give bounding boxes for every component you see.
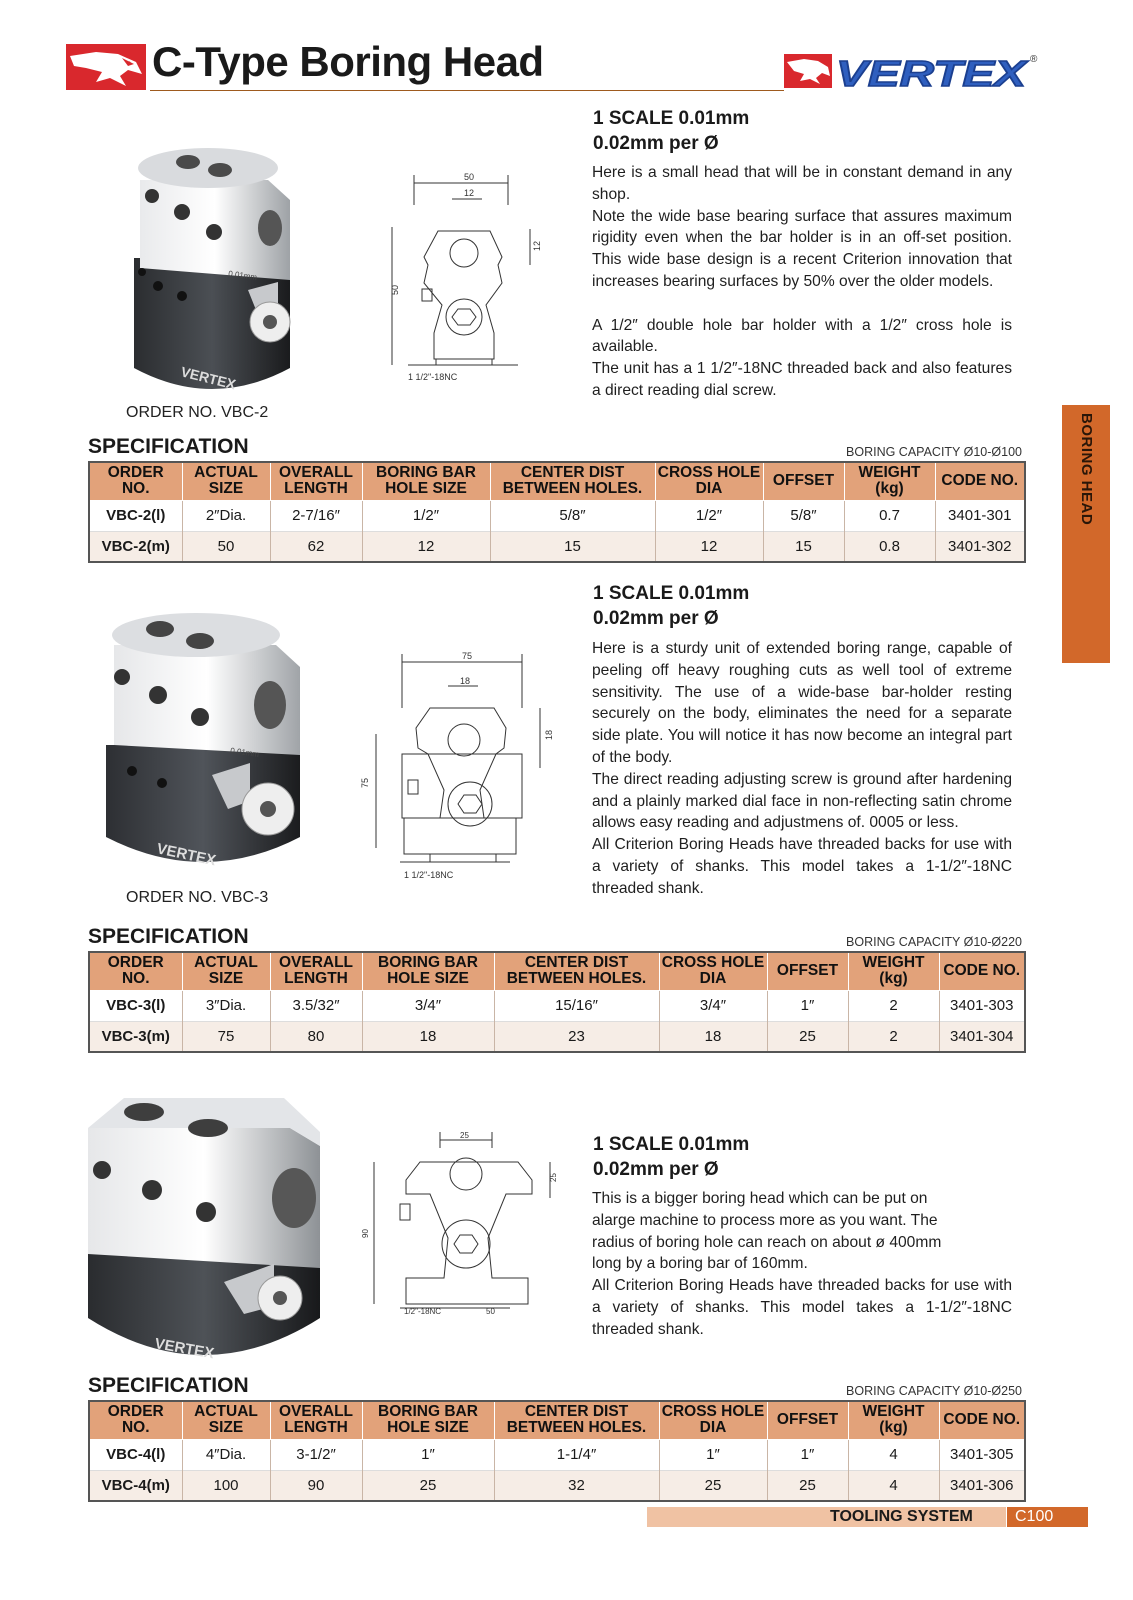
col-header: CENTER DIST BETWEEN HOLES. [494,1401,659,1439]
engraved-brand: VERTEX [179,363,238,393]
desc-paragraph: All Criterion Boring Heads have threaded backs for use with a variety of shanks. This model takes a 1-1/2″-18NC threaded shank. [592,836,1012,897]
order-number-label: ORDER NO. VBC-2 [126,404,269,421]
dim-height: 50 [390,284,400,295]
table-cell: 18 [362,1021,494,1052]
table-cell: 18 [659,1021,767,1052]
dim-hole: 25 [460,1131,469,1140]
scale-spec-line-1: 1 SCALE 0.01mm [593,108,750,129]
table-cell: 75 [182,1021,270,1052]
table-row [89,990,1025,1021]
table-cell: VBC-3(l) [89,990,182,1021]
dim-side: 12 [532,240,542,251]
desc-paragraph: All Criterion Boring Heads have threaded backs for use with a variety of shanks. This model takes a 1-1/2″-18NC threaded shank. [592,1277,1012,1338]
table-cell: 12 [655,531,763,562]
dial-engraving: 0.01mm [229,746,260,760]
col-header: ACTUAL SIZE [182,462,270,500]
dim-thread: 1 1/2"-18NC [408,372,458,382]
table-cell: 3401-306 [939,1470,1025,1501]
col-header: CROSS HOLE DIA [655,462,763,500]
col-header: BORING BAR HOLE SIZE [362,462,490,500]
table-cell: 80 [270,1021,362,1052]
table-cell: 15 [490,531,655,562]
table-cell: 62 [270,531,362,562]
table-cell: 12 [362,531,490,562]
scale-spec-line-1: 1 SCALE 0.01mm [593,583,750,604]
table-cell: 50 [182,531,270,562]
table-cell: 4″Dia. [182,1439,270,1470]
dim-thread: 1 1/2"-18NC [404,870,454,880]
spec-table-vbc4 [88,1400,1026,1502]
brand-name: VERTEX [836,53,1029,94]
engraved-brand: VERTEX [153,1335,216,1363]
col-header: WEIGHT (kg) [848,952,939,990]
table-cell: 3401-305 [939,1439,1025,1470]
col-header: CODE NO. [939,1401,1025,1439]
table-cell: 25 [767,1470,848,1501]
col-header: CENTER DIST BETWEEN HOLES. [490,462,655,500]
page-title: C-Type Boring Head [152,38,544,85]
col-header: CROSS HOLE DIA [659,952,767,990]
dim-hole: 18 [460,676,471,686]
desc-paragraph: Here is a small head that will be in constant demand in any shop. [592,164,1012,203]
col-header: BORING BAR HOLE SIZE [362,952,494,990]
table-cell: 3.5/32″ [270,990,362,1021]
table-cell: 3-1/2″ [270,1439,362,1470]
product-photo-vbc3 [100,605,308,873]
scale-spec-line-2: 0.02mm per Ø [593,133,719,154]
product-photo-vbc4 [84,1092,324,1372]
footer-section-label: TOOLING SYSTEM [830,1508,973,1525]
spec-heading: SPECIFICATION [88,925,249,948]
dim-base: 50 [486,1307,495,1316]
table-cell: 3401-301 [935,500,1025,531]
table-cell: 2″Dia. [182,500,270,531]
table-cell: 2-7/16″ [270,500,362,531]
table-cell: 23 [494,1021,659,1052]
desc-paragraph: Note the wide base bearing surface that assures maximum rigidity even when the bar holder is in an off-set position. This wide base design is a recent Criterion innovation that increases bearing surfaces by 50% over the older models. [592,207,1012,290]
desc-paragraph: A 1/2″ double hole bar holder with a 1/2″ cross hole is available. [592,316,1012,356]
vertex-brand-logo [784,50,1044,94]
table-cell: 3/4″ [362,990,494,1021]
table-cell: 15/16″ [494,990,659,1021]
table-cell: 25 [362,1470,494,1501]
registered-mark: ® [1030,54,1038,65]
col-header: OVERALL LENGTH [270,462,362,500]
table-cell: 1″ [767,1439,848,1470]
table-cell: VBC-2(m) [89,531,182,562]
table-cell: 100 [182,1470,270,1501]
technical-drawing-vbc3 [360,648,560,884]
desc-paragraph: The unit has a 1 1/2″-18NC threaded back and also features a direct reading dial screw. [592,360,1012,399]
product-photo-vbc2 [128,140,298,402]
table-cell: 2 [848,990,939,1021]
table-cell: 3401-302 [935,531,1025,562]
title-divider [150,90,784,91]
col-header: ORDER NO. [89,1401,182,1439]
table-header-row [89,1401,1025,1439]
boring-capacity: BORING CAPACITY Ø10-Ø250 [846,1384,1022,1398]
scale-spec-line-2: 0.02mm per Ø [593,1159,719,1180]
table-cell: VBC-2(l) [89,500,182,531]
table-cell: 3/4″ [659,990,767,1021]
table-cell: 0.8 [844,531,935,562]
engraved-brand: VERTEX [155,840,218,870]
table-row [89,1021,1025,1052]
table-cell: 1/2″ [655,500,763,531]
table-cell: VBC-4(l) [89,1439,182,1470]
col-header: OFFSET [763,462,844,500]
table-cell: 4 [848,1470,939,1501]
col-header: CODE NO. [939,952,1025,990]
section-tab-label: BORING HEAD [1078,413,1095,526]
scale-spec-line-1: 1 SCALE 0.01mm [593,1134,750,1155]
col-header: OVERALL LENGTH [270,1401,362,1439]
col-header: OFFSET [767,1401,848,1439]
scale-spec-line-2: 0.02mm per Ø [593,608,719,629]
table-cell: 25 [659,1470,767,1501]
col-header: OFFSET [767,952,848,990]
spec-table-vbc3 [88,951,1026,1053]
dim-thread: 1/2"-18NC [404,1307,442,1316]
dim-height: 75 [360,777,370,788]
dim-side: 18 [544,729,554,740]
boring-capacity: BORING CAPACITY Ø10-Ø100 [846,445,1022,459]
eagle-logo-icon [66,44,146,90]
table-cell: 5/8″ [490,500,655,531]
spec-heading: SPECIFICATION [88,435,249,458]
table-cell: VBC-4(m) [89,1470,182,1501]
table-cell: 32 [494,1470,659,1501]
dial-engraving: 0.01mm [227,269,258,283]
table-row [89,531,1025,562]
col-header: WEIGHT (kg) [848,1401,939,1439]
table-row [89,1470,1025,1501]
desc-paragraph: This is a bigger boring head which can be put on alarge machine to process more as you want. The radius of boring hole can reach on about ø 400mm long by a boring bar of 160mm. [592,1190,942,1273]
table-cell: 2 [848,1021,939,1052]
technical-drawing-vbc2 [378,165,550,387]
desc-paragraph: Here is a sturdy unit of extended boring range, capable of peeling off heavy roughing cuts as well tool of extreme sensitivity. The use of a wide-base bar-holder resting securely on the body, eliminates the need for a separate side plate. You will notice it has now become an integral part of the body. [592,640,1012,766]
table-cell: 3401-303 [939,990,1025,1021]
product-description [592,1188,1012,1341]
table-cell: 25 [767,1021,848,1052]
col-header: WEIGHT (kg) [844,462,935,500]
table-cell: 15 [763,531,844,562]
page-number: C100 [1007,1507,1088,1527]
dim-height: 90 [361,1229,370,1238]
table-cell: 1″ [767,990,848,1021]
dim-width: 50 [464,172,475,182]
product-description [592,162,1012,402]
table-header-row [89,462,1025,500]
table-cell: 4 [848,1439,939,1470]
table-cell: 1-1/4″ [494,1439,659,1470]
table-header-row [89,952,1025,990]
table-cell: 90 [270,1470,362,1501]
technical-drawing-vbc4 [360,1128,560,1316]
table-cell: VBC-3(m) [89,1021,182,1052]
dim-width: 75 [462,651,473,661]
col-header: CENTER DIST BETWEEN HOLES. [494,952,659,990]
boring-capacity: BORING CAPACITY Ø10-Ø220 [846,935,1022,949]
order-number-label: ORDER NO. VBC-3 [126,889,269,906]
col-header: CODE NO. [935,462,1025,500]
col-header: OVERALL LENGTH [270,952,362,990]
dim-side: 25 [549,1173,558,1182]
table-cell: 3″Dia. [182,990,270,1021]
col-header: ACTUAL SIZE [182,1401,270,1439]
spec-table-vbc2 [88,461,1026,563]
col-header: ORDER NO. [89,952,182,990]
table-cell: 1/2″ [362,500,490,531]
col-header: BORING BAR HOLE SIZE [362,1401,494,1439]
table-row [89,1439,1025,1470]
desc-paragraph: The direct reading adjusting screw is ground after hardening and a plainly marked dial face in non-reflecting satin chrome allows easy reading and adjustmens of. 0005 or less. [592,770,1012,832]
table-cell: 3401-304 [939,1021,1025,1052]
table-cell: 5/8″ [763,500,844,531]
table-row [89,500,1025,531]
spec-heading: SPECIFICATION [88,1374,249,1397]
table-cell: 1″ [362,1439,494,1470]
product-description [592,638,1012,900]
col-header: ORDER NO. [89,462,182,500]
dim-hole: 12 [464,188,475,198]
table-cell: 0.7 [844,500,935,531]
table-cell: 1″ [659,1439,767,1470]
col-header: ACTUAL SIZE [182,952,270,990]
col-header: CROSS HOLE DIA [659,1401,767,1439]
